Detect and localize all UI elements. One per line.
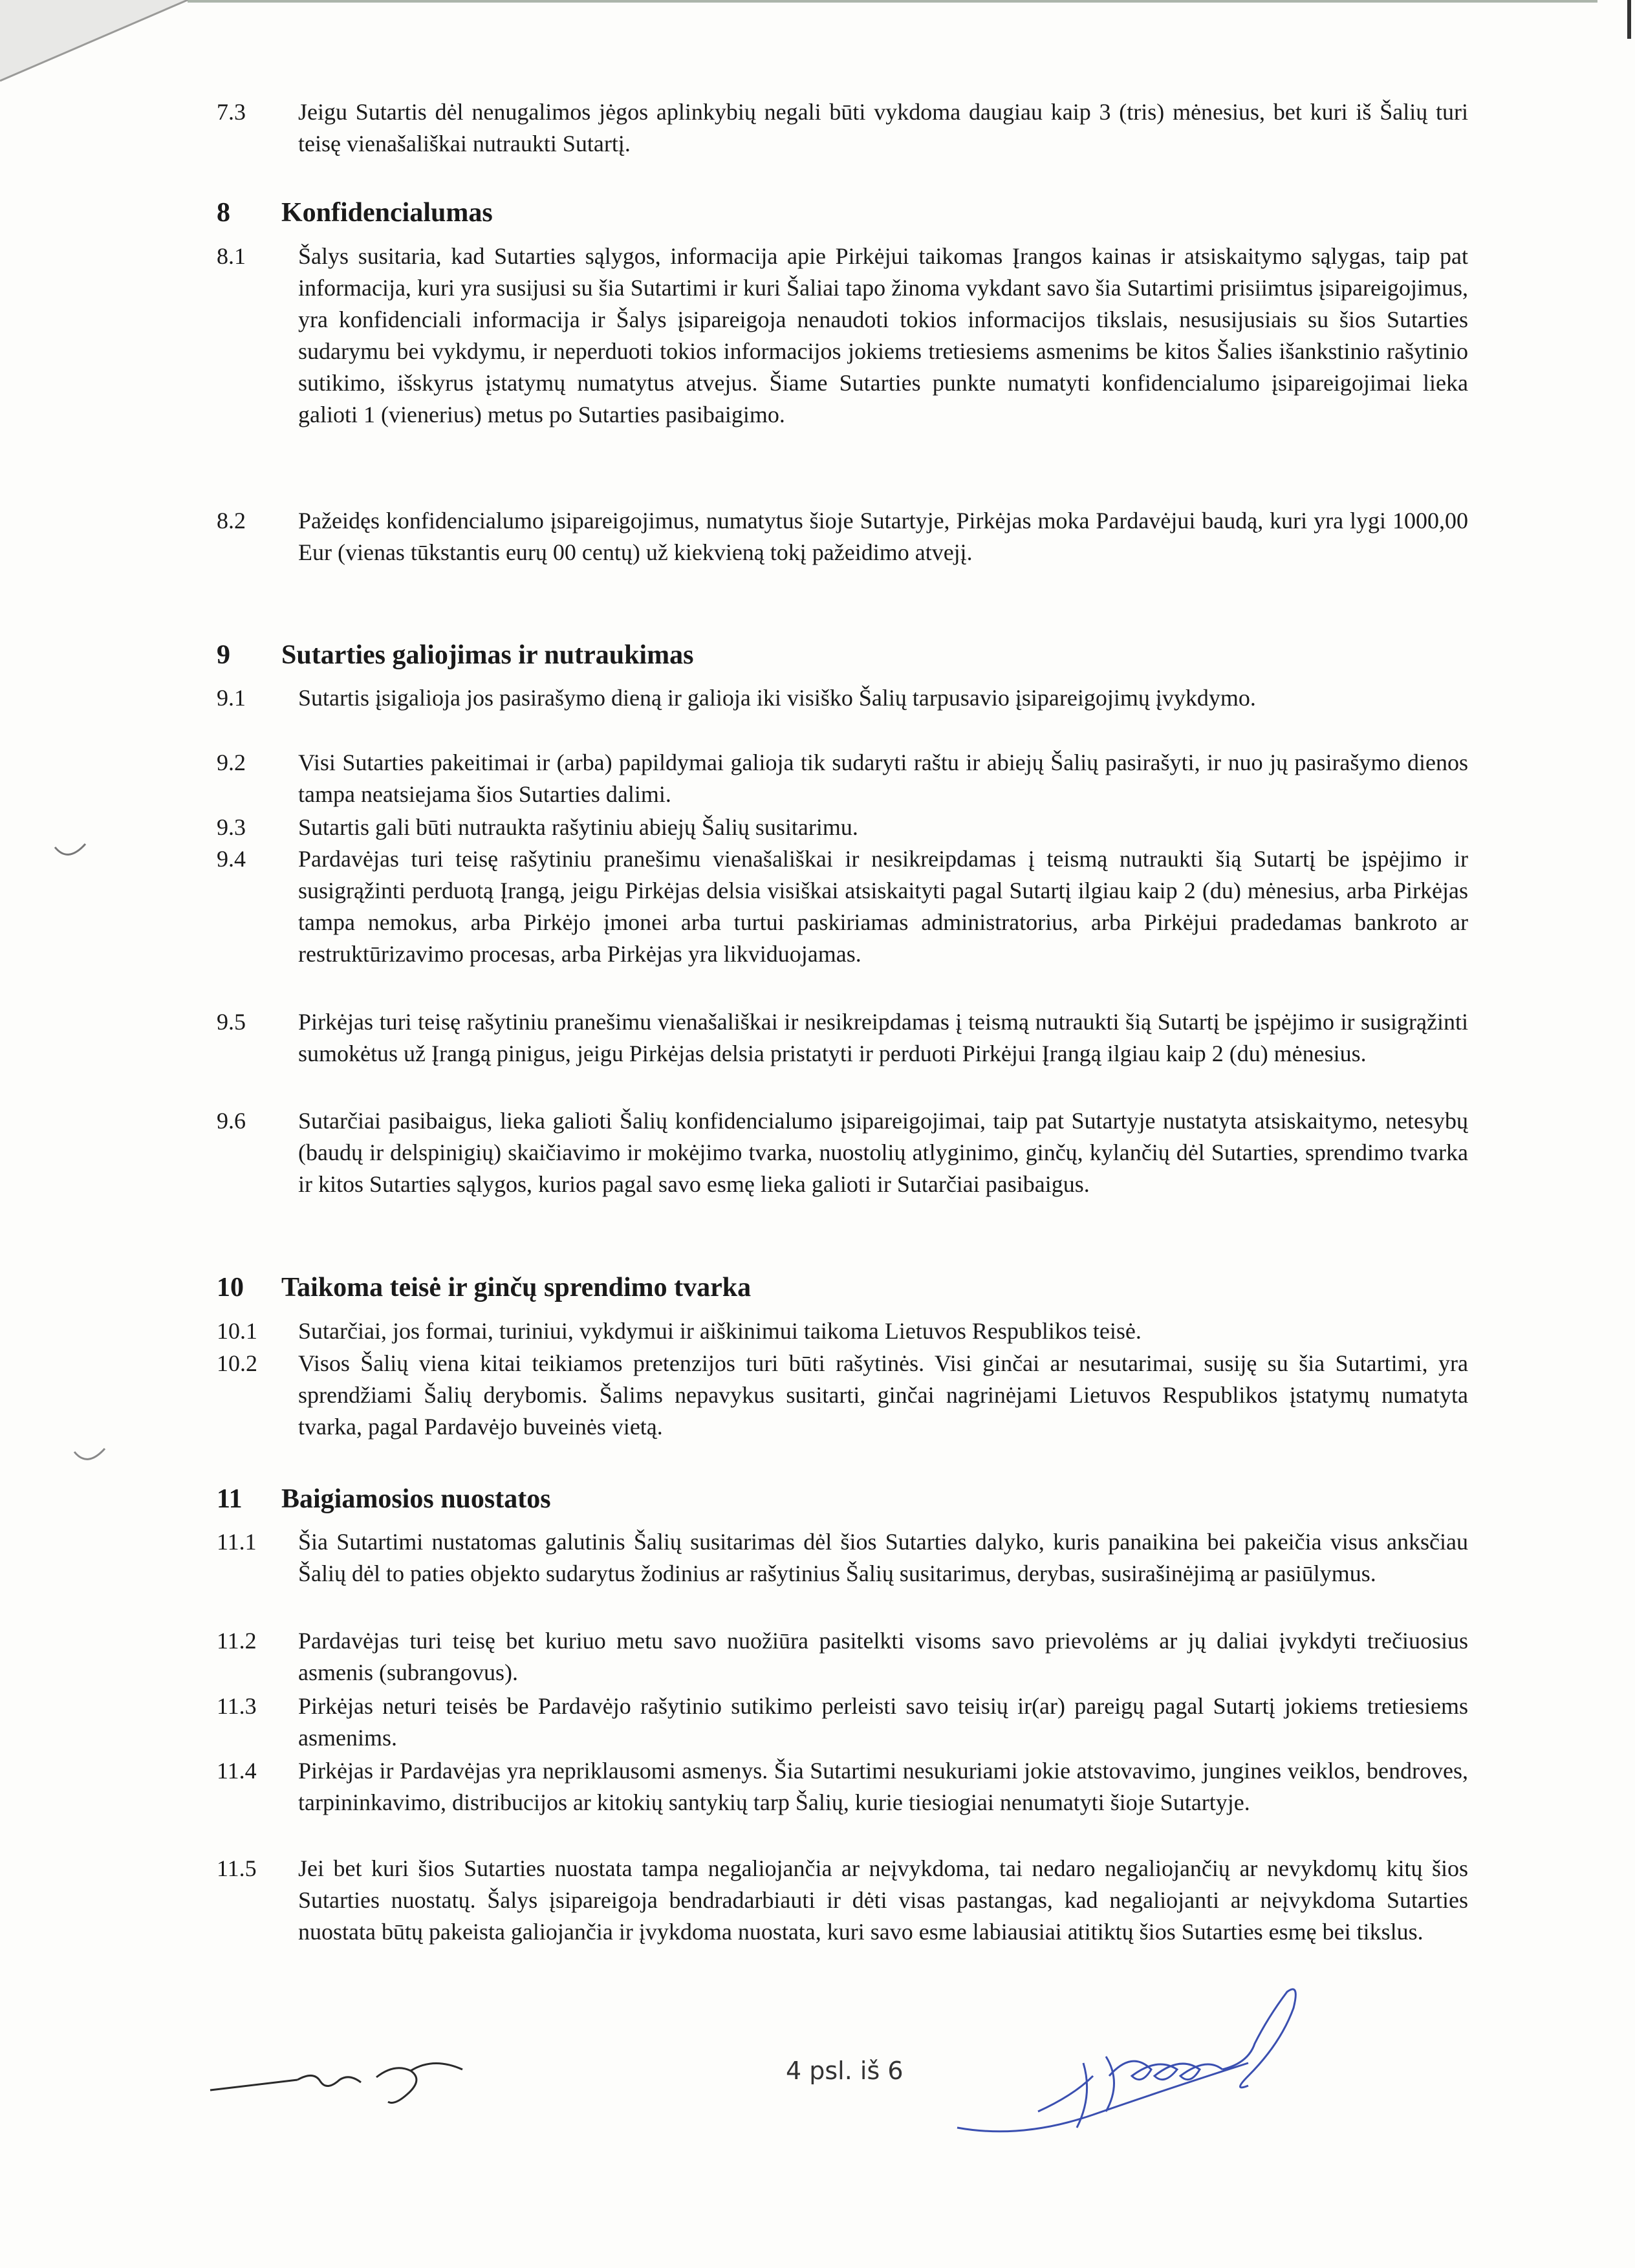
clause-9-3 [217, 812, 1468, 843]
clause-text: Šia Sutartimi nustatomas galutinis Šalių susitarimas dėl šios Sutarties dalyko, kuris panaikina bei pakeičia visus anksčiau Šalių dėl to paties objekto sudarytus žodinius ar rašytinius Šalių susitarimus, derybas, susirašinėjimą ar pasiūlymus. [298, 1529, 1468, 1586]
signature-right [944, 1979, 1410, 2147]
clause-number: 10.1 [217, 1318, 257, 1344]
clause-number: 9.6 [217, 1108, 246, 1134]
clause-text: Pirkėjas neturi teisės be Pardavėjo rašytinio sutikimo perleisti savo teisių ir(ar) pareigų pagal Sutartį jokiems tretiesiems asmenims. [298, 1693, 1468, 1751]
clause-number: 11.2 [217, 1628, 257, 1654]
clause-text: Pirkėjas turi teisę rašytiniu pranešimu vienašališkai ir nesikreipdamas į teismą nutraukti šią Sutartį be įspėjimo ir susigrąžinti sumokėtus už Įrangą pinigus, jeigu Pirkėjas delsia pristatyti ir perduoti Pirkėjui Įrangą ilgiau kaip 2 (du) mėnesius. [298, 1009, 1468, 1066]
clause-number: 9.4 [217, 846, 246, 872]
section-number: 11 [217, 1484, 243, 1514]
section-title: Baigiamosios nuostatos [281, 1484, 551, 1514]
clause-9-4 [217, 843, 1468, 970]
clause-number: 11.4 [217, 1758, 257, 1784]
page-number: 4 psl. iš 6 [786, 2057, 904, 2085]
clause-11-1 [217, 1526, 1468, 1590]
clause-10-2 [217, 1348, 1468, 1443]
clause-number: 10.2 [217, 1350, 257, 1376]
section-number: 10 [217, 1273, 244, 1302]
clause-9-6 [217, 1105, 1468, 1200]
clause-text: Visos Šalių viena kitai teikiamos pretenzijos turi būti rašytinės. Visi ginčai ar nesutarimai, susiję su šia Sutartimi, yra sprendžiami Šalių derybomis. Šalims nepavykus susitarti, ginčai nagrinėjami Lietuvos Respublikos įstatymų numatyta tvarka, pagal Pardavėjo buveinės vietą. [298, 1350, 1468, 1440]
clause-number: 9.2 [217, 750, 246, 775]
clause-number: 11.3 [217, 1693, 257, 1719]
clause-number: 11.5 [217, 1855, 257, 1881]
clause-number: 9.1 [217, 685, 246, 711]
clause-11-2 [217, 1625, 1468, 1689]
clause-text: Sutarčiai, jos formai, turiniui, vykdymui ir aiškinimui taikoma Lietuvos Respublikos teisė. [298, 1318, 1142, 1344]
clause-number: 11.1 [217, 1529, 257, 1555]
clause-8-1 [217, 241, 1468, 431]
clause-9-5 [217, 1006, 1468, 1070]
clause-text: Sutarčiai pasibaigus, lieka galioti Šalių konfidencialumo įsipareigojimai, taip pat Sutartyje nustatyta atsiskaitymo, netesybų (baudų ir delspinigių) skaičiavimo ir mokėjimo tvarka, nuostolių atlyginimo, ginčų, kylančių dėl Sutarties, sprendimo tvarka ir kitos Sutarties sąlygos, kurios pagal savo esmę lieka galioti ir Sutarčiai pasibaigus. [298, 1108, 1468, 1197]
section-title: Konfidencialumas [281, 198, 493, 228]
clause-text: Pirkėjas ir Pardavėjas yra nepriklausomi asmenys. Šia Sutartimi nesukuriami jokie atstovavimo, jungines veiklos, bendroves, tarpininkavimo, distribucijos ar kitokių santykių tarp Šalių, kurie tiesiogiai nenumatyti šioje Sutartyje. [298, 1758, 1468, 1815]
clause-10-1 [217, 1315, 1468, 1347]
clause-11-3 [217, 1690, 1468, 1754]
clause-text: Sutartis įsigalioja jos pasirašymo dieną ir galioja iki visiško Šalių tarpusavio įsipareigojimų įvykdymo. [298, 685, 1256, 711]
clause-number: 8.2 [217, 508, 246, 534]
section-title: Taikoma teisė ir ginčų sprendimo tvarka [281, 1273, 752, 1302]
clause-9-2 [217, 747, 1468, 810]
clause-number: 9.5 [217, 1009, 246, 1035]
section-title: Sutarties galiojimas ir nutraukimas [281, 640, 694, 670]
clause-text: Jeigu Sutartis dėl nenugalimos jėgos aplinkybių negali būti vykdoma daugiau kaip 3 (tris) mėnesius, bet kuri iš Šalių turi teisę vienašališkai nutraukti Sutartį. [298, 99, 1468, 157]
signature-left [200, 2018, 576, 2115]
clause-number: 8.1 [217, 243, 246, 269]
clause-number: 7.3 [217, 99, 246, 125]
clause-text: Šalys susitaria, kad Sutarties sąlygos, informacija apie Pirkėjui taikomas Įrangos kainas ir atsiskaitymo sąlygas, taip pat informacija, kuri yra susijusi su šia Sutartimi ir kuri Šaliai tapo žinoma vykdant savo šia Sutartimi prisiimtus įsipareigojimus, yra konfidenciali informacija ir Šalys įsipareigoja nenaudoti tokios informacijos tikslais, nesusijusiais su šios Sutarties sudarymu bei vykdymu, ir neperduoti tokios informacijos jokiems tretiesiems asmenims be kitos Šalies išankstinio rašytinio sutikimo, išskyrus įstatymų numatytus atvejus. Šiame Sutarties punkte numatyti konfidencialumo įsipareigojimai lieka galioti 1 (vienerius) metus po Sutarties pasibaigimo. [298, 243, 1468, 427]
clause-11-5 [217, 1853, 1468, 1948]
clause-text: Jei bet kuri šios Sutarties nuostata tampa negaliojančia ar neįvykdoma, tai nedaro negaliojančių ar nevykdomų kitų šios Sutarties nuostatų. Šalys įsipareigoja bendradarbiauti ir dėti visas pastangas, kad negaliojanti ar neįvykdoma Sutarties nuostata būtų pakeista galiojančia ir įvykdoma nuostata, kuri savo esme labiausiai atitiktų šios Sutarties esmę bei tikslus. [298, 1855, 1468, 1945]
clause-number: 9.3 [217, 814, 246, 840]
clause-7-3 [217, 96, 1468, 160]
clause-text: Visi Sutarties pakeitimai ir (arba) papildymai galioja tik sudaryti raštu ir abiejų Šalių pasirašyti, ir nuo jų pasirašymo dienos tampa neatsiejama šios Sutarties dalimi. [298, 750, 1468, 807]
clause-9-1 [217, 682, 1468, 714]
section-number: 8 [217, 198, 230, 228]
clause-8-2 [217, 505, 1468, 568]
section-number: 9 [217, 640, 230, 670]
clause-text: Pardavėjas turi teisę bet kuriuo metu savo nuožiūra pasitelkti visoms savo prievolėms ar jų daliai įvykdyti trečiuosius asmenis (subrangovus). [298, 1628, 1468, 1685]
clause-text: Pažeidęs konfidencialumo įsipareigojimus, numatytus šioje Sutartyje, Pirkėjas moka Pardavėjui baudą, kuri yra lygi 1000,00 Eur (vienas tūkstantis eurų 00 centų) už kiekvieną tokį pažeidimo atvejį. [298, 508, 1468, 565]
clause-text: Pardavėjas turi teisę rašytiniu pranešimu vienašališkai ir nesikreipdamas į teismą nutraukti šią Sutartį be įspėjimo ir susigrąžinti perduotą Įrangą, jeigu Pirkėjas delsia visiškai atsiskaityti pagal Sutartį ilgiau kaip 2 (du) mėnesius, arba Pirkėjas tampa nemokus, arba Pirkėjo įmonei arba turtui paskiriamas administratorius, arba Pirkėjui pradedamas bankroto ar restruktūrizavimo procesas, arba Pirkėjas yra likviduojamas. [298, 846, 1468, 967]
clause-11-4 [217, 1755, 1468, 1819]
clause-text: Sutartis gali būti nutraukta rašytiniu abiejų Šalių susitarimu. [298, 814, 858, 840]
